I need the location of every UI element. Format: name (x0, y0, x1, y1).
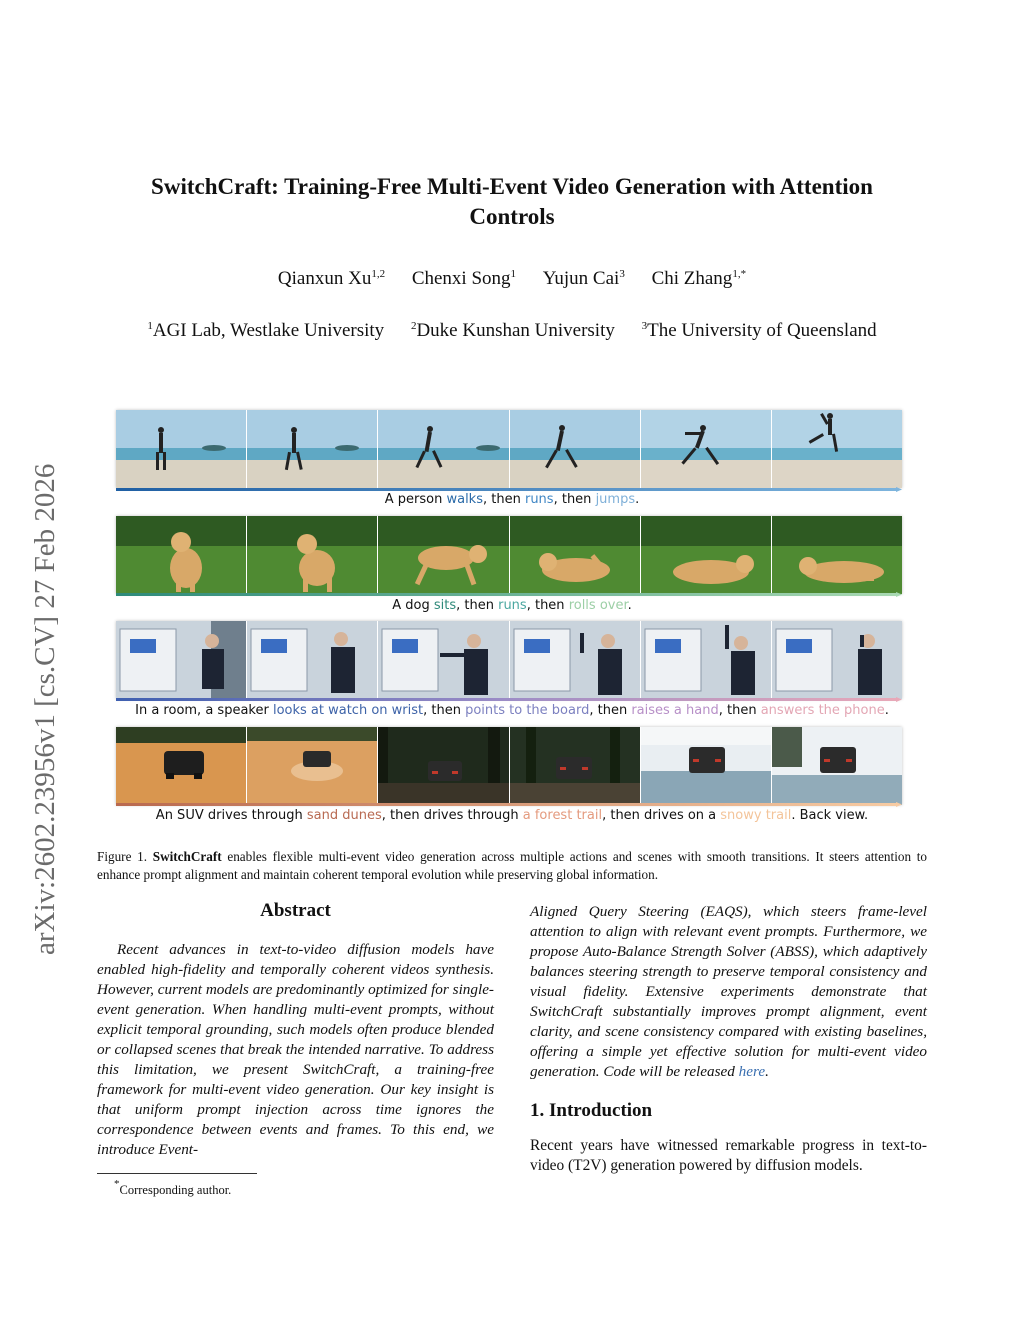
author: Qianxun Xu$^{1,2}$ (277, 268, 386, 289)
affiliation-list (0, 320, 1024, 342)
abstract-text-continued: Aligned Query Steering (EAQS), which steers frame-level attention to align with relevant event prompts. Furthermore, we propose Auto-Balance Strength Solver (ABSS), which adaptively balances steering strength to preserve temporal consistency and visual fidelity. Extensive experiments demonstrate that SwitchCraft substantially improves prompt alignment, event clarity, and scene consistency compared with existing baselines, offering a simple yet effective solution for multi-event video generation. Code will be released here. (530, 903, 927, 1080)
video-frame (510, 621, 641, 699)
section-title: 1. Introduction (530, 1100, 653, 1121)
prompt-caption: In a room, a speaker looks at watch on wrist, then points to the board, then raises a hand, then answers the phone. (135, 703, 889, 718)
footnote: *Corresponding author. (114, 1178, 232, 1197)
paper-title: SwitchCraft: Training-Free Multi-Event Video Generation with Attention Controls (151, 174, 873, 229)
code-link[interactable]: here (738, 1063, 766, 1080)
video-frame (116, 516, 247, 594)
footnote-divider (97, 1173, 257, 1174)
author: Chi Zhang$^{1,*}$ (651, 268, 747, 289)
video-frame (510, 516, 641, 594)
dog-frames (116, 516, 902, 594)
video-frame (641, 621, 772, 699)
author-list (0, 268, 1024, 290)
beach-frames (116, 410, 902, 488)
left-column (97, 900, 494, 1160)
video-frame (772, 621, 902, 699)
right-column (530, 902, 927, 1176)
video-frame (510, 727, 641, 805)
video-frame (641, 410, 772, 488)
video-frame (247, 516, 378, 594)
video-frame (116, 727, 247, 805)
video-frame (772, 516, 902, 594)
video-frame (378, 516, 509, 594)
affiliation: $^1$AGI Lab, Westlake University (147, 320, 385, 341)
affiliation: $^3$The University of Queensland (641, 320, 877, 341)
video-frame (247, 410, 378, 488)
prompt-caption: A dog sits, then runs, then rolls over. (392, 598, 632, 613)
timeline-arrow (116, 592, 902, 595)
video-frame (641, 516, 772, 594)
video-frame (116, 621, 247, 699)
introduction-text: Recent years have witnessed remarkable progress in text-to-video (T2V) generation powered by diffusion models. (530, 1137, 927, 1174)
abstract-text: Recent advances in text-to-video diffusion models have enabled high-fidelity and temporally coherent videos synthesis. However, current models are predominantly optimized for single-event generation. When handling multi-event prompts, without explicit temporal grounding, such models often produce blended or collapsed scenes that break the intended narrative. To address this limitation, we present SwitchCraft, a training-free framework for multi-event video generation. Our key insight is that uniform prompt injection across time ignores the correspondence between events and frames. To this end, we introduce Event- (97, 941, 494, 1158)
affiliation: $^2$Duke Kunshan University (410, 320, 615, 341)
author: Yujun Cai$^3$ (542, 268, 625, 289)
timeline-arrow (116, 697, 902, 700)
author: Chenxi Song$^1$ (411, 268, 517, 289)
timeline-arrow (116, 487, 902, 490)
office-frames (116, 621, 902, 699)
video-frame (378, 621, 509, 699)
video-frame (772, 410, 902, 488)
video-frame (116, 410, 247, 488)
timeline-arrow (116, 802, 902, 805)
video-frame (378, 727, 509, 805)
prompt-caption: An SUV drives through sand dunes, then drives through a forest trail, then drives on a snowy trail. Back view. (155, 808, 869, 823)
arxiv-stamp-text: arXiv:2602.23956v1 [cs.CV] 27 Feb 2026 (29, 463, 61, 955)
prompt-caption: A person walks, then runs, then jumps. (384, 492, 640, 507)
suv-frames (116, 727, 902, 805)
video-frame (510, 410, 641, 488)
video-frame (247, 621, 378, 699)
video-frame (772, 727, 902, 805)
video-frame (641, 727, 772, 805)
arxiv-stamp (24, 370, 64, 960)
abstract-title: Abstract (260, 900, 331, 921)
video-frame (247, 727, 378, 805)
figure-caption: Figure 1. SwitchCraft enables flexible multi-event video generation across multiple actions and scenes with smooth transitions. It steers attention to enhance prompt alignment and maintain coherent temporal evolution while preserving global information. (97, 849, 928, 882)
video-frame (378, 410, 509, 488)
